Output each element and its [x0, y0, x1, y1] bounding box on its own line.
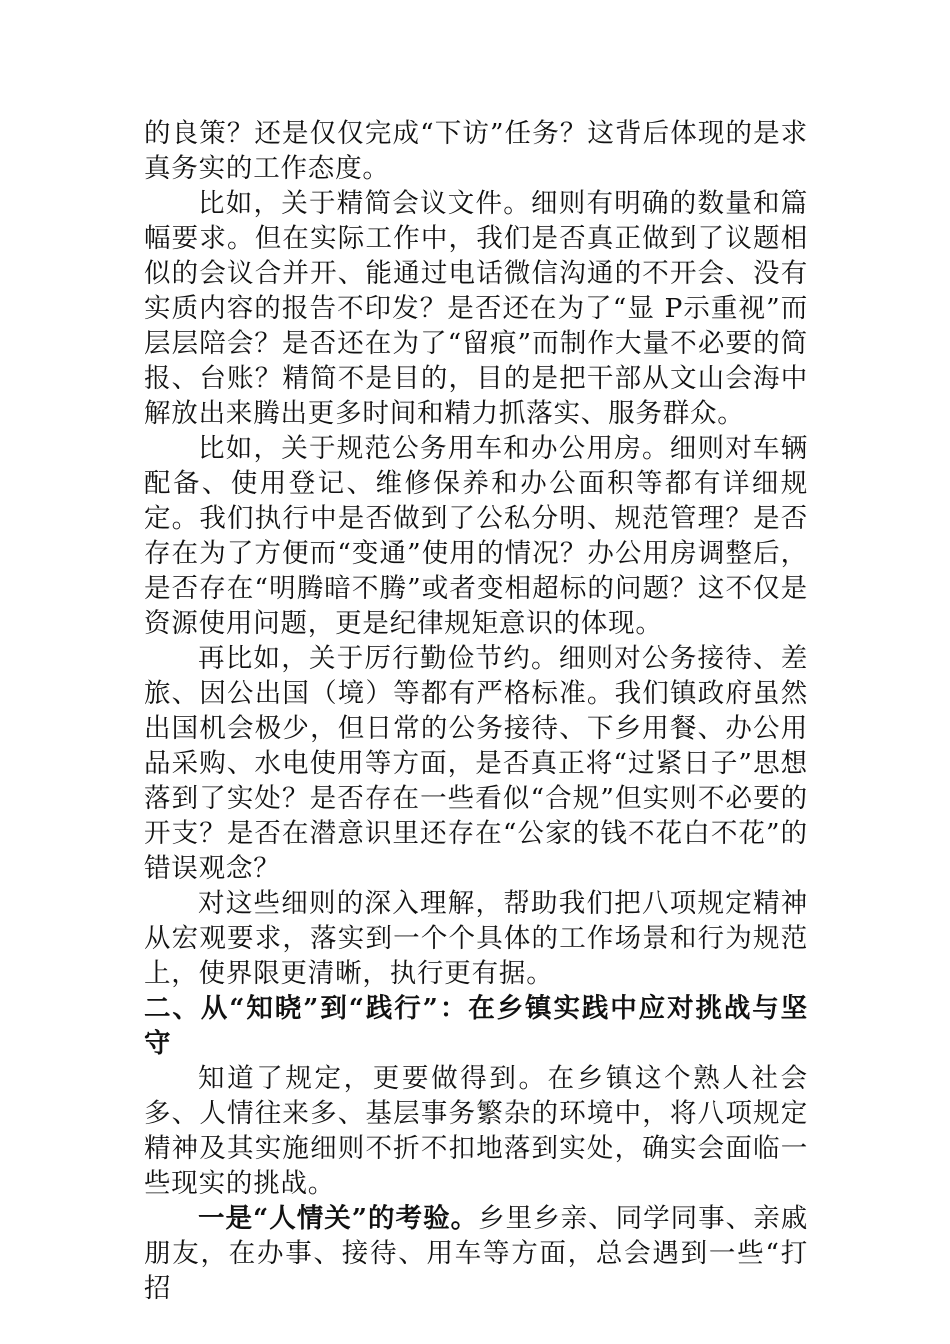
paragraph-meeting-documents: 比如，关于精简会议文件。细则有明确的数量和篇幅要求。但在实际工作中，我们是否真正做到了议题相似的会议合并开、能通过电话微信沟通的不开会、没有实质内容的报告不印发？是否还在为了“显 P示重视”而层层陪会？是否还在为了“留痕”而制作大量不必要的简报、台账？精简不是目的，目的是把干部从文山会海中解放出来腾出更多时间和精力抓落实、服务群众。 [144, 188, 808, 429]
paragraph-official-vehicles: 比如，关于规范公务用车和办公用房。细则对车辆配备、使用登记、维修保养和办公面积等都有详细规定。我们执行中是否做到了公私分明、规范管理？是否存在为了方便而“变通”使用的情况？办公用房调整后，是否存在“明腾暗不腾”或者变相超标的问题？这不仅是资源使用问题，更是纪律规矩意识的体现。 [144, 433, 808, 639]
challenge-one-text: 乡里乡亲、同学同事、亲戚朋友，在办事、接待、用车等方面，总会遇到一些“打招 [144, 1203, 808, 1304]
challenge-one-lead: 一是“人情关”的考验。 [198, 1203, 479, 1234]
paragraph-continuation: 的良策？还是仅仅完成“下访”任务？这背后体现的是求真务实的工作态度。 [144, 118, 808, 184]
paragraph-understanding-summary: 对这些细则的深入理解，帮助我们把八项规定精神从宏观要求，落实到一个个具体的工作场景和行为规范上，使界限更清晰，执行更有据。 [144, 888, 808, 989]
paragraph-section-intro: 知道了规定，更要做得到。在乡镇这个熟人社会多、人情往来多、基层事务繁杂的环境中，将八项规定精神及其实施细则不折不扣地落到实处，确实会面临一些现实的挑战。 [144, 1063, 808, 1199]
paragraph-challenge-one [144, 1201, 808, 1306]
document-page [144, 116, 808, 1306]
paragraph-frugality: 再比如，关于厉行勤俭节约。细则对公务接待、差旅、因公出国（境）等都有严格标准。我们镇政府虽然出国机会极少，但日常的公务接待、下乡用餐、办公用品采购、水电使用等方面，是否真正将“过紧日子”思想落到了实处？是否存在一些看似“合规”但实则不必要的开支？是否在潜意识里还存在“公家的钱不花白不花”的错误观念？ [144, 643, 808, 884]
section-heading: 二、从“知晓”到“践行”：在乡镇实践中应对挑战与坚守 [144, 993, 808, 1059]
